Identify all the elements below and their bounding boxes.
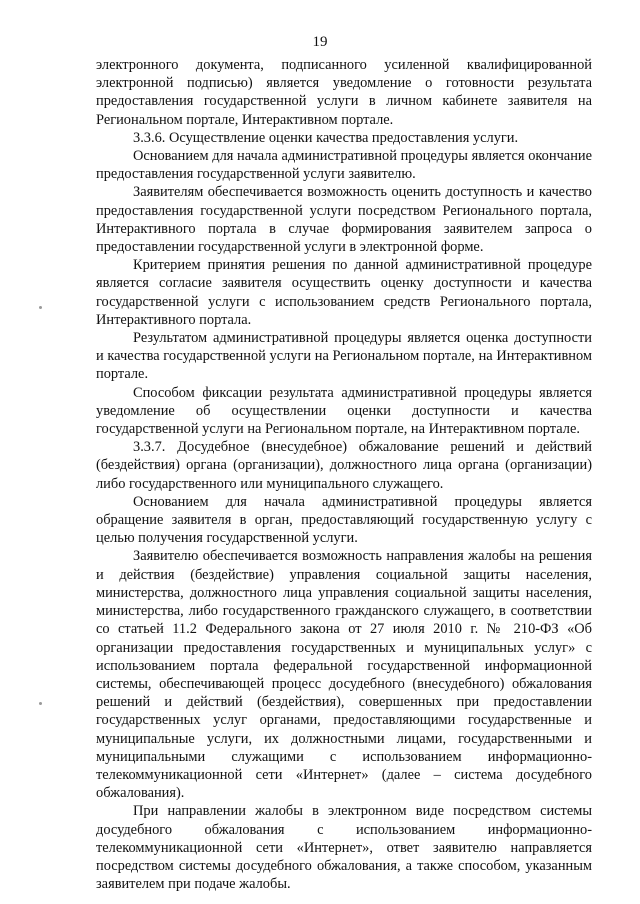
continued-paragraph: электронного документа, подписанного усиленной квалифицированной электронной подписью) является уведомление о готовности результата предоставления государственной услуги в личном кабинете заявителя на Региональном портале, Интерактивном портале.: [96, 57, 592, 128]
paragraph: Заявителям обеспечивается возможность оценить доступность и качество предоставления государственной услуги посредством Регионального портала, Интерактивного портала в случае формирования заявителем запроса о предоставлении государственной услуги в электронной форме.: [96, 184, 592, 256]
section-heading-3-3-7: 3.3.7. Досудебное (внесудебное) обжалование решений и действий (бездействия) органа (организации), должностного лица органа (организации) либо государственного или муниципального служащего.: [96, 439, 592, 492]
paragraph: Основанием для начала административной процедуры является обращение заявителя в орган, предоставляющий государственную услугу с целью получения государственной услуги.: [96, 493, 592, 547]
paragraph: Основанием для начала административной процедуры является окончание предоставления государственной услуги заявителю.: [96, 148, 592, 183]
paragraph: Результатом административной процедуры является оценка доступности и качества государственной услуги на Региональном портале, на Интерактивном портале.: [96, 330, 592, 383]
section-heading-3-3-6: 3.3.6. Осуществление оценки качества предоставления услуги.: [133, 129, 519, 146]
paragraph: Критерием принятия решения по данной административной процедуре является согласие заявителя осуществить оценку доступности и качества государственной услуги с использованием средств Регионального портала, Интерактивного портала.: [96, 257, 592, 328]
paragraph: Способом фиксации результата административной процедуры является уведомление об осуществлении оценки доступности и качества государственной услуги на Региональном портале, на Интерактивном портале.: [96, 384, 592, 438]
scan-artifact-dot: [39, 306, 42, 309]
document-body: [96, 56, 592, 893]
paragraph: Заявителю обеспечивается возможность направления жалобы на решения и действия (бездействие) управления социальной защиты населения, министерства, должностного лица управления социальной защиты населения, министерства, либо государственного гражданского служащего, в соответствии со статьей 11.2 Федерального закона от 27 июля 2010 г. № 210-ФЗ «Об организации предоставления государственных и муниципальных услуг» с использованием портала федеральной государственной информационной системы, обеспечивающей процесс досудебного (внесудебного) обжалования решений и действий (бездействия), совершенных при предоставлении государственных услуг органами, предоставляющими государственные и муниципальные услуги, их должностными лицами, государственными и муниципальными служащими с использованием информационно-телекоммуникационной сети «Интернет» (далее – система досудебного обжалования).: [96, 548, 592, 802]
paragraph: При направлении жалобы в электронном виде посредством системы досудебного обжалования с использованием информационно-телекоммуникационной сети «Интернет», ответ заявителю направляется посредством системы досудебного обжалования, а также способом, указанным заявителем при подаче жалобы.: [96, 803, 592, 893]
scan-artifact-dot: [39, 702, 42, 705]
page-number: 19: [312, 34, 328, 50]
